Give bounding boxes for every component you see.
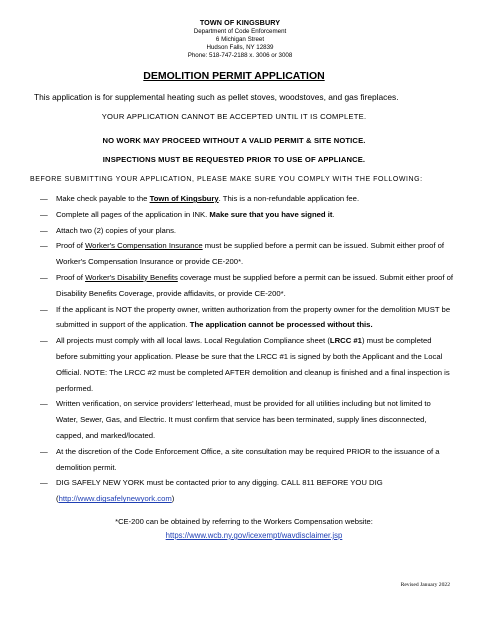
- notice-no-work: NO WORK MAY PROCEED WITHOUT A VALID PERMIT & SITE NOTICE.: [102, 136, 366, 145]
- list-item: — Proof of Worker's Disability Benefits coverage must be supplied before a permit can be issued. Submit either proof of Disability Benefits Coverage, provide affidavits, or provide CE-200*.: [0, 270, 480, 302]
- dash-bullet: —: [40, 304, 48, 314]
- list-item: — All projects must comply with all local laws. Local Regulation Compliance sheet (LRCC #1) must be completed before submitting your application. Please be sure that the LRCC #1 is signed by both the Applicant and the Local Official. NOTE: The LRCC #2 must be completed AFTER demolition and cleanup is finished and a final inspection is performed.: [0, 333, 480, 396]
- list-item: — Complete all pages of the application in INK. Make sure that you have signed it.: [0, 207, 480, 223]
- dash-bullet: —: [40, 194, 48, 203]
- revision-date: Revised January 2022: [400, 582, 450, 588]
- wcb-link[interactable]: https://www.wcb.ny.gov/icexempt/wavdisclaimer.jsp: [165, 531, 343, 540]
- page-title: DEMOLITION PERMIT APPLICATION: [143, 70, 325, 82]
- dash-bullet: —: [40, 209, 48, 219]
- before-submitting-heading: BEFORE SUBMITTING YOUR APPLICATION, PLEASE MAKE SURE YOU COMPLY WITH THE FOLLOWING:: [30, 176, 423, 183]
- org-name: TOWN OF KINGSBURY: [199, 18, 281, 27]
- department-name: Department of Code Enforcement: [193, 28, 287, 35]
- notice-inspections: INSPECTIONS MUST BE REQUESTED PRIOR TO USE OF APPLIANCE.: [102, 155, 366, 164]
- list-item: — If the applicant is NOT the property owner, written authorization from the property owner for the demolition MUST be submitted in support of the application. The application cannot be processed without this.: [0, 302, 480, 334]
- list-item: — At the discretion of the Code Enforcement Office, a site consultation may be required PRIOR to the issuance of a demolition permit.: [0, 444, 480, 476]
- notice-incomplete: YOUR APPLICATION CANNOT BE ACCEPTED UNTIL IT IS COMPLETE.: [101, 112, 367, 121]
- ce200-footnote: *CE-200 can be obtained by referring to the Workers Compensation website:: [115, 517, 373, 526]
- dash-bullet: —: [40, 336, 48, 346]
- dash-bullet: —: [40, 478, 48, 488]
- dash-bullet: —: [40, 225, 48, 235]
- requirements-list: [0, 191, 480, 507]
- street-address: 6 Michigan Street: [215, 36, 265, 43]
- digsafely-link[interactable]: http://www.digsafelynewyork.com: [58, 494, 172, 504]
- list-item: — Written verification, on service providers' letterhead, must be provided for all utilities including but not limited to Water, Sewer, Gas, and Electric. It must confirm that service has been terminated, supply lines disconnected, capped, and marked/located.: [0, 396, 480, 443]
- list-item: — Proof of Worker's Compensation Insurance must be supplied before a permit can be issued. Submit either proof of Worker's Compensation Insurance or provide CE-200*.: [0, 238, 480, 270]
- list-item: — Attach two (2) copies of your plans.: [0, 223, 480, 239]
- list-item: — DIG SAFELY NEW YORK must be contacted prior to any digging. CALL 811 BEFORE YOU DIG (http://www.digsafelynewyork.com): [0, 475, 480, 507]
- dash-bullet: —: [40, 399, 48, 409]
- payee-name: Town of Kingsbury: [149, 194, 219, 203]
- phone-number: Phone: 518-747-2188 x. 3006 or 3008: [187, 52, 293, 59]
- intro-text: This application is for supplemental heating such as pellet stoves, woodstoves, and gas fireplaces.: [34, 92, 399, 102]
- dash-bullet: —: [40, 272, 48, 282]
- list-item: — Make check payable to the Town of Kingsbury. This is a non-refundable application fee.: [0, 191, 480, 207]
- city-address: Hudson Falls, NY 12839: [206, 44, 274, 51]
- dash-bullet: —: [40, 446, 48, 456]
- dash-bullet: —: [40, 241, 48, 251]
